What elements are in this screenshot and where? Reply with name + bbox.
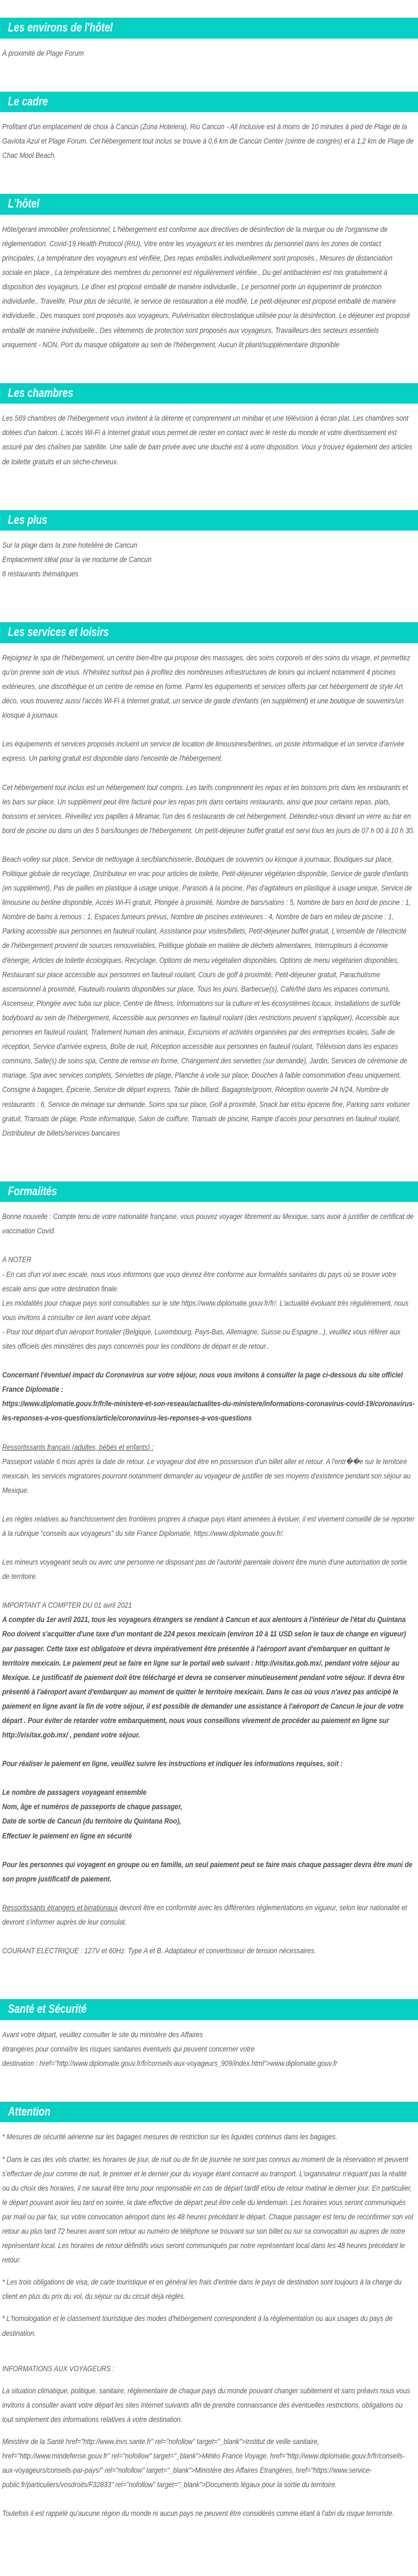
section-heading-label: Formalités	[8, 1184, 57, 1198]
section-heading-label: Les environs de l'hôtel	[8, 20, 113, 34]
list-item: 6 restaurants thématiques	[2, 570, 78, 579]
instruction-item: Effectuer le paiement en ligne en sécurité	[2, 1831, 132, 1840]
section-heading-label: Les plus	[8, 512, 47, 527]
section-heading-label: Santé et Sécurité	[8, 2002, 87, 2016]
list-item: Emplacement idéal pour la vie nocturne de Cancun	[2, 555, 152, 564]
section-body-cadre	[0, 120, 418, 163]
section-heading-label: Le cadre	[8, 94, 48, 108]
paragraph-gap	[2, 1771, 415, 1785]
ressortissants-etrangers	[2, 1901, 415, 1930]
paragraph-gap	[2, 1541, 415, 1555]
attention-paragraph: * Les trois obligations de visa, de carte touristique et en général les frais d'entrée dans le pays de destination sont toujours à la charge du client en plus du prix du vol, du séjour ou du circuit déjà réglés.	[2, 2278, 402, 2301]
paragraph-gap	[2, 2341, 415, 2362]
section-heading-services	[0, 622, 418, 643]
section-heading-label: L'hôtel	[8, 197, 40, 211]
section-heading-formalites	[0, 1181, 418, 1202]
paragraph-gap	[2, 2376, 415, 2384]
paragraph-gap	[2, 766, 415, 781]
section-heading-label: Les chambres	[8, 385, 73, 400]
paragraph-gap	[2, 1886, 415, 1901]
paragraph: À proximité de Plage Forum	[2, 49, 84, 57]
info-voyageurs-paragraph: La situation climatique, politique, sanitaire, réglementaire de chaque pays du monde pouvant changer subitement et sans préavis nous vous invitons à consulter avant votre départ les sites Internet suivants afin de prendre connaissance des éventuelles restrictions, obligations ou tout simplement des informations relatives à votre destination.	[2, 2386, 410, 2424]
section-heading-attention	[0, 2102, 418, 2123]
section-heading-environs	[0, 18, 418, 39]
paragraph-gap	[2, 1354, 415, 1368]
paragraph-gap	[2, 1843, 415, 1858]
paragraph: Les 569 chambres de l'hébergement vous invitent à la détente et comprennent un minibar et une télévision à écran plat. Les chambres sont dotées d'un balcon. L'accès Wi-Fi à Internet gratuit vous permet de rester en contact avec le reste du monde et votre divertissement est assuré par des chaînes par satellite. Une salle de bain privée avec une douche est à votre disposition. Vous y trouvez également des articles de toilette gratuits et un sèche-cheveux.	[2, 414, 412, 466]
important-title: IMPORTANT A COMPTER DU 01 avril 2021	[2, 1601, 132, 1610]
instruction-item: Nom, âge et numéros de passeports de chaque passager,	[2, 1803, 183, 1811]
instruction-item: Date de sortie de Cancun (du territoire du Quintana Roo),	[2, 1817, 181, 1826]
paragraph: Beach-volley sur place, Service de nettoyage à sec/blanchisserie, Boutiques de souvenirs ou kiosque à journaux, Boutiques sur place, Politique globale de recyclage, Distributeur en vrac pour articles de toilette, Petit-déjeuner végétarien disponible, Service de garde d'enfants (en supplément), Pas de pailles en plastique à usage unique, Parasols à la piscine, Pas d'agitateurs en plastique à usage unique, Service de limousine ou berline disponible, Accès Wi-Fi gratuit, Plongée à proximité, Nombre de bars/salons : 5, Nombre de bars en bord de piscine : 1, Nombre de bains à remous : 1, Espaces fumeurs prévus, Nombre de piscines extérieures : 4, Nombre de bars en milieu de piscine : 1, Parking accessible aux personnes en fauteuil roulant, Assistance pour visites/billets, Petit-déjeuner buffet gratuit, L'ensemble de l'électricité de l'hébergement provient de sources renouvelables, Politique globale en matière de déchets alimentaires, Interrupteurs à économie d'énergie, Articles de toilette écologiques, Recyclage, Options de menu végétalien disponibles, Options de menu végétarien disponibles, Restaurant sur place accessible aux personnes en fauteuil roulant, Cours de golf à proximité, Petit-déjeuner gratuit, Parachutisme ascensionnel à proximité, Fauteuils roulants disponibles sur place, Tous les jours, Barbecue(s), Café/thé dans les espaces communs, Ascenseur, Plongée avec tuba sur place, Centre de fitness, Informations sur la culture et les écosystèmes locaux, Installations de surf/de bodyboard au sein de l'hébergement, Accessible aux personnes en fauteuil roulant (des restrictions peuvent s'appliquer), Accessible aux personnes en fauteuil roulant, Traitement humain des animaux, Excursions et activités organisées par des entreprises locales, Salle de réception, Service d'arrivée express, Boîte de nuit, Réception accessible aux personnes en fauteuil roulant, Télévision dans les espaces communs, Salle(s) de soins spa, Centre de remise en forme, Changement des serviettes (sur demande), Jardin, Services de cérémonie de mariage, Spa avec services complets, Serviettes de plage, Planche à voile sur place, Douches à faible consommation d'eau uniquement, Consigne à bagages, Épicerie, Service de départ express, Table de billard, Bagagiste/groom, Réception ouverte 24 h/24, Nombre de restaurants : 6, Service de ménage sur demande, Soins spa sur place, Golf à proximité, Snack bar et/ou épicerie fine, Parking sans voiturier gratuit, Transats de plage, Poste informatique, Salon de coiffure, Transats de piscine, Rampe d'accès pour personnes en fauteuil roulant, Distributeur de billets/services bancaires	[2, 855, 412, 1137]
instruction-item: Le nombre de passagers voyageant ensemble	[2, 1788, 147, 1797]
coronavirus-intro: Concernant l'éventuel impact du Coronavirus sur votre séjour, nous vous invitons à consulter la page ci-dessous du site officiel France Diplomatie :	[2, 1371, 403, 1394]
section-heading-plus	[0, 510, 418, 531]
section-body-chambres	[0, 411, 418, 469]
paragraph: Profitant d'un emplacement de choix à Cancún (Zona Hotelera), Riu Cancun - All Inclusive est à moins de 10 minutes à pied de Plage de la Gaviota Azul et Plage Forum. Cet hébergement tout inclus se trouve à 0,6 km de Cancún Center (centre de congrès) et à 1,2 km de Plage de Chac Mool Beach.	[2, 123, 414, 160]
ressortissants-etrangers-title: Ressortissants étrangers et binationaux	[2, 1903, 118, 1912]
attention-paragraph: * L'homologation et le classement touristique des modes d'hébergement correspondent à la réglementation ou aux usages du pays de destination.	[2, 2314, 393, 2338]
section-heading-cadre	[0, 92, 418, 113]
top-spacer	[0, 0, 418, 18]
info-voyageurs-title: INFORMATIONS AUX VOYAGEURS :	[2, 2364, 115, 2373]
paragraph-gap	[2, 2267, 415, 2275]
section-gap	[0, 581, 418, 622]
section-gap	[0, 1141, 418, 1181]
section-gap	[0, 469, 418, 510]
sante-line: Avant votre départ, veuillez consulter le site du ministère des Affaires	[2, 2030, 203, 2039]
paragraph: Hôte/gérant immobilier professionnel, L'hébergement est conforme aux directives de désinfection de la marque ou de l'organisme de réglementation. Covid-19 Health Protocol (RIU), Vitre entre les voyageurs et les membres du personnel dans les zones de contact principales, La température des voyageurs est vérifiée, Des repas emballés individuellement sont proposés., Mesures de distanciation sociale en place., La température des membres du personnel est régulièrement vérifiée., Du gel antibactérien est mis gratuitement à disposition des voyageurs, Le dîner est proposé emballé de manière individuelle., Le personnel porte un équipement de protection individuelle., Travelife, Pour plus de sécurité, le service de restauration a été modifié, Le petit-déjeuner est proposé emballé de manière individuelle., Des masques sont proposés aux voyageurs, Pulvérisation électrostatique utilisée pour la désinfection, Le déjeuner est proposé emballé de manière individuelle., Des vêtements de protection sont proposés aux voyageurs, Travailleurs des secteurs essentiels uniquement - NON, Port du masque obligatoire au sein de l'hébergement, Aucun lit pliant/supplémentaire disponible	[2, 225, 410, 349]
a-noter-title: A NOTER	[2, 1255, 31, 1264]
paragraph-gap	[2, 2427, 415, 2435]
paragraph-gap	[2, 1930, 415, 1944]
a-noter-line: - En cas d'un vol avec escale, nous vous informons que vous devrez être conforme aux formalités sanitaires du pays où se trouve votre escale ainsi que votre destination finale.	[2, 1270, 396, 1293]
paragraph-gap	[2, 2145, 415, 2153]
paragraph-gap	[2, 1498, 415, 1512]
groupe-text: Pour les personnes qui voyagent en groupe ou en famille, un seul paiement peut se faire mais chaque passager devra être muni de son propre justificatif de paiement.	[2, 1860, 412, 1883]
paragraph-gap	[2, 838, 415, 852]
section-body-services	[0, 651, 418, 1141]
ressortissants-francais-text: Passeport valable 6 mois après la date de retour. Le voyageur doit être en possession d'un billet aller et retour. A l'entr��e sur le territoire mexicain, les services migratoires pourront notamment demander au voyageur de justifier de ses moyens d'existence pendant son séjour au Mexique.	[2, 1457, 411, 1494]
section-heading-label: Attention	[8, 2104, 51, 2118]
info-voyageurs-links: Ministère de la Santé href="http://www.invs.sante.fr" rel="nofollow" target="_blank">Institut de veille sanitaire, href="http://www.mindefense.gouv.fr" rel="nofollow" target="_blank">Météo France Voyage, href="http://www.diplomatie.gouv.fr/fr/conseils-aux-voyageurs/conseils-par-pays/" rel="nofollow" target="_blank">Ministère des Affaires Etrangères, href="https://www.service-public.fr/particuliers/vosdroits/F32833" rel="nofollow" target="_blank">Documents légaux pour la sortie du territoire.	[2, 2437, 405, 2489]
paragraph-gap	[2, 1238, 415, 1253]
a-noter-line: - Pour tout départ d'un aéroport frontalier (Belgique, Luxembourg, Pays-Bas, Allemagne, Suisse ou Espagne...), veuillez vous référer aux sites officiels des ministères des pays concernés pour les conditions de départ et de retour..	[2, 1327, 401, 1351]
section-heading-sante	[0, 1999, 418, 2020]
sante-line: destination : href="http://www.diplomatie.gouv.fr/fr/conseils-aux-voyageurs_909/index.html">www.diplomatie.gouv.fr	[2, 2059, 337, 2068]
section-body-sante	[0, 2028, 418, 2071]
section-body-formalites	[0, 1210, 418, 1958]
section-gap	[0, 163, 418, 194]
paragraph-gap	[2, 1584, 415, 1598]
paragraph: Les équipements et services proposés incluent un service de location de limousines/berlines, un poste informatique et un service d'arrivée express. Un parking gratuit est disponible dans l'enceinte de l'hébergement.	[2, 740, 405, 763]
section-body-attention	[0, 2130, 418, 2521]
list-item: Sur la plage dans la zone hotelière de Cancun	[2, 541, 137, 550]
attention-paragraph: * Mesures de sécurité aérienne sur les bagages mesures de restriction sur les liquides contenus dans les bagages.	[2, 2133, 337, 2142]
ressortissants-etrangers-text: devront être en conformité avec les différentes réglementations en vigueur, selon leur nationalité et devront s'informer auprès de leur consulat.	[2, 1903, 408, 1926]
paragraph: Rejoignez le spa de l'hébergement, un centre bien-être qui propose des massages, des soins corporels et des soins du visage, et permettez qu'on prenne soin de vous. N'hésitez surtout pas à profitez des nombreuses infrastructures de loisirs qui incluent notamment 4 piscines extérieures, une discothèque et un centre de remise en forme. Parmi les équipements et services offerts par cet hébergement de style Art déco, vous trouverez aussi l'accès Wi-Fi à Internet gratuit, un service de garde d'enfants (en supplément) et une boutique de souvenirs/un kiosque à journaux.	[2, 653, 410, 720]
section-heading-hotel	[0, 194, 418, 215]
coronavirus-url: https://www.diplomatie.gouv.fr/fr/le-ministere-et-son-reseau/actualites-du-ministere/informations-coronavirus-covid-19/coronavirus-les-reponses-a-vos-questions/article/coronavirus-les-reponses-a-vos-questions	[2, 1400, 415, 1423]
section-gap	[0, 352, 418, 383]
paragraph-gap	[2, 2492, 415, 2506]
formalites-intro: Bonne nouvelle : Compte tenu de votre nationalité française, vous pouvez voyager librement au Mexique, sans avoir à justifier de certificat de vaccination Covid.	[2, 1212, 414, 1236]
instructions-intro: Pour réaliser le paiement en ligne, veuillez suivre les instructions et indiquer les informations requises, soit :	[2, 1759, 343, 1768]
ressortissants-francais-title: Ressortissants français (adultes, bébés et enfants) :	[2, 1443, 154, 1451]
a-noter-line: Les modalités pour chaque pays sont consultables sur le site https://www.diplomatie.gouv.fr/fr/. L'actualité évoluant très régulièrement, nous vous invitons à consulter ce lien avant votre départ.	[2, 1298, 409, 1322]
paragraph-gap	[2, 723, 415, 737]
section-gap	[0, 1958, 418, 1999]
paragraph: Cet hébergement tout inclus est un hébergement tout compris. Les tarifs comprennent les repas et les boissons pris dans les restaurants et les bars sur place. Un supplément peut être facturé pour les repas pris dans certains restaurants, ainsi que pour certains repas, plats, boissons et services. Réveillez vos papilles à Miramar, l'un des 6 restaurants de cet hébergement. Détendez-vous devant un verre au bar en bord de piscine ou dans un des 5 bars/lounges de l'hébergement. Un petit-déjeuner buffet gratuit est servi tous les jours de 07 h 00 à 10 h 30.	[2, 783, 415, 835]
section-heading-chambres	[0, 383, 418, 404]
section-gap	[0, 61, 418, 92]
paragraph-gap	[2, 1426, 415, 1440]
mineurs-text: Les mineurs voyageant seuls ou avec une personne ne disposant pas de l'autorité parentale doivent être munis d'une autorisation de sortie de territoire.	[2, 1558, 408, 1581]
courant-electrique: COURANT ELECTRIQUE : 127V et 60Hz. Type A et B. Adaptateur et convertisseur de tension nécessaires.	[2, 1947, 317, 1955]
section-gap	[0, 2071, 418, 2102]
section-body-plus	[0, 538, 418, 581]
paragraph-gap	[2, 2304, 415, 2312]
sante-line: étrangères pour connaître les risques sanitaires éventuels qui peuvent concerner votre	[2, 2044, 255, 2053]
paragraph-gap	[2, 1742, 415, 1757]
regles-frontieres-text: Les règles relatives au franchissement des frontières propres à chaque pays étant amenées à évoluer, il est vivement conseillé de se reporter à la rubrique "conseils aux voyageurs" du site France Diplomatie, https://www.diplomatie.gouv.fr/.	[2, 1514, 415, 1538]
important-paragraph: A compter du 1er avril 2021, tous les voyageurs étrangers se rendant à Cancun et aux alentours à l'intérieur de l'état du Quintana Roo doivent s'acquitter d'une taxe d'un montant de 224 pesos mexicain (environ 10 à 11 USD selon le taux de change en vigueur) par passager. Cette taxe est obligatoire et devra impérativement être présentée à l'aéroport avant d'embarquer en quittant le territoire mexicain. Le paiement peut se faire en ligne sur le portail web suivant : http://visitax.gob.mx/, pendant votre séjour au Mexique. Le justificatif de paiement doit être téléchargé et devra se conserver minutieusement pendant votre séjour. Il devra être présenté à l'aéroport avant d'embarquer au moment de quitter le territoire mexicain. Dans le cas où vous n'avez pas anticipé le paiement en ligne avant la fin de votre séjour, il est possible de demander une assistance à l'aéroport de Cancun le jour de votre départ . Pour éviter de retarder votre embarquement, nous vous conseillons vivement de procéder au paiement en ligne sur http://visitax.gob.mx/ , pendant votre séjour.	[2, 1615, 406, 1740]
section-body-hotel	[0, 222, 418, 352]
section-heading-label: Les services et loisirs	[8, 625, 109, 639]
section-body-environs	[0, 46, 418, 61]
attention-paragraph: * Dans le cas des vols charter, les horaires de jour, de nuit ou de fin de journée ne sont pas connus au moment de la réservation et peuvent s'effectuer de jour comme de nuit, le premier et le dernier jour du voyage étant consacré au transport. L'organisateur n'équant pas la réalité ou du choix des horaires, il ne saurait être tenu pour responsable en cas de départ tardif et/ou de retour matinal le dernier jour. En particulier, le départ pouvant avoir lieu tard en soirée, la date effective de départ peut être celle du lendemain. Les horaires vous seront communiqués par mail ou par fax, sur votre convocation aéroport dans les 48 heures précédant le départ. Chaque passager est tenu de reconfirmer son vol retour au plus tard 72 heures avant son retour au numéro de téléphone se trouvant sur son billet ou sur sa convocation au aupres de notre représentant local. Les horaires de retour définitifs vous seront communiqués par notre représentant local dans les 48 heures précédant le retour.	[2, 2155, 413, 2265]
info-voyageurs-paragraph: Toutefois il est rappelé qu'aucune région du monde ni aucun pays ne peuvent être considérés comme étant à l'abri du risque terroriste.	[2, 2509, 394, 2518]
